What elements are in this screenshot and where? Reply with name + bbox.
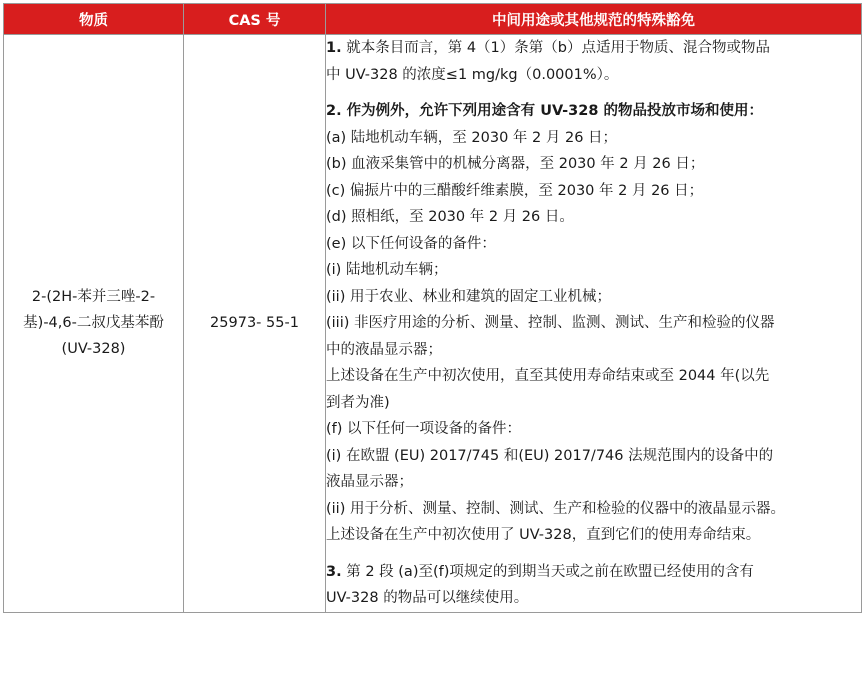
conditions-cell bbox=[326, 35, 862, 613]
exemption-subitem: 液晶显示器； bbox=[326, 474, 413, 490]
substance-line: 2-(2H-苯并三唑-2- bbox=[31, 289, 156, 306]
regulation-table-container bbox=[3, 3, 861, 613]
paragraph-3 bbox=[326, 559, 861, 612]
cas-number: 25973- 55-1 bbox=[210, 315, 299, 332]
header-conditions: 中间用途或其他规范的特殊豁免 bbox=[326, 4, 862, 35]
exemption-subitem: 中的液晶显示器； bbox=[326, 341, 442, 358]
cas-number-cell bbox=[184, 35, 326, 613]
paragraph-line: UV-328 的物品可以继续使用。 bbox=[326, 590, 529, 606]
exemption-item: (a) 陆地机动车辆，至 2030 年 2 月 26 日； bbox=[326, 129, 618, 146]
exemption-subitem: (ii) 用于分析、测量、控制、测试、生产和检验的仪器中的液晶显示器。 bbox=[326, 500, 785, 517]
exemption-note: 到者为准) bbox=[326, 394, 390, 411]
paragraph-number: 2. bbox=[326, 103, 342, 119]
header-cas-number: CAS 号 bbox=[184, 4, 326, 35]
exemption-item: (f) 以下任何一项设备的备件： bbox=[326, 421, 522, 437]
exemption-subitem: (i) 陆地机动车辆； bbox=[326, 262, 448, 278]
table-row bbox=[4, 35, 862, 613]
paragraph-heading: 作为例外，允许下列用途含有 UV-328 的物品投放市场和使用： bbox=[346, 103, 763, 119]
exemption-note: 上述设备在生产中初次使用，直至其使用寿命结束或至 2044 年(以先 bbox=[326, 368, 770, 384]
paragraph-1 bbox=[326, 35, 861, 88]
paragraph-line: 中 UV-328 的浓度≤1 mg/kg（0.0001%）。 bbox=[326, 66, 619, 83]
exemption-item: (d) 照相纸，至 2030 年 2 月 26 日。 bbox=[326, 209, 574, 225]
regulation-table bbox=[3, 3, 862, 613]
table-header-row bbox=[4, 4, 862, 35]
paragraph-line: 就本条目而言，第 4（1）条第（b）点适用于物质、混合物或物品 bbox=[346, 40, 770, 56]
substance-line: (UV-328) bbox=[61, 341, 126, 358]
paragraph-number: 3. bbox=[326, 563, 342, 580]
header-substance: 物质 bbox=[4, 4, 184, 35]
exemption-item: (e) 以下任何设备的备件： bbox=[326, 235, 496, 252]
exemption-item: (b) 血液采集管中的机械分离器，至 2030 年 2 月 26 日； bbox=[326, 156, 705, 172]
exemption-note: 上述设备在生产中初次使用了 UV-328，直到它们的使用寿命结束。 bbox=[326, 527, 761, 543]
paragraph-line: 第 2 段 (a)至(f)项规定的到期当天或之前在欧盟已经使用的含有 bbox=[346, 563, 754, 580]
paragraph-2 bbox=[326, 98, 861, 549]
exemption-subitem: (ii) 用于农业、林业和建筑的固定工业机械； bbox=[326, 288, 611, 305]
exemption-subitem: (i) 在欧盟 (EU) 2017/745 和(EU) 2017/746 法规范围内的设备中的 bbox=[326, 447, 774, 464]
paragraph-number: 1. bbox=[326, 40, 342, 56]
substance-line: 基)-4,6-二叔戊基苯酚 bbox=[23, 315, 164, 332]
exemption-item: (c) 偏振片中的三醋酸纤维素膜，至 2030 年 2 月 26 日； bbox=[326, 182, 704, 199]
exemption-subitem: (iii) 非医疗用途的分析、测量、控制、监测、测试、生产和检验的仪器 bbox=[326, 315, 775, 331]
substance-cell bbox=[4, 35, 184, 613]
